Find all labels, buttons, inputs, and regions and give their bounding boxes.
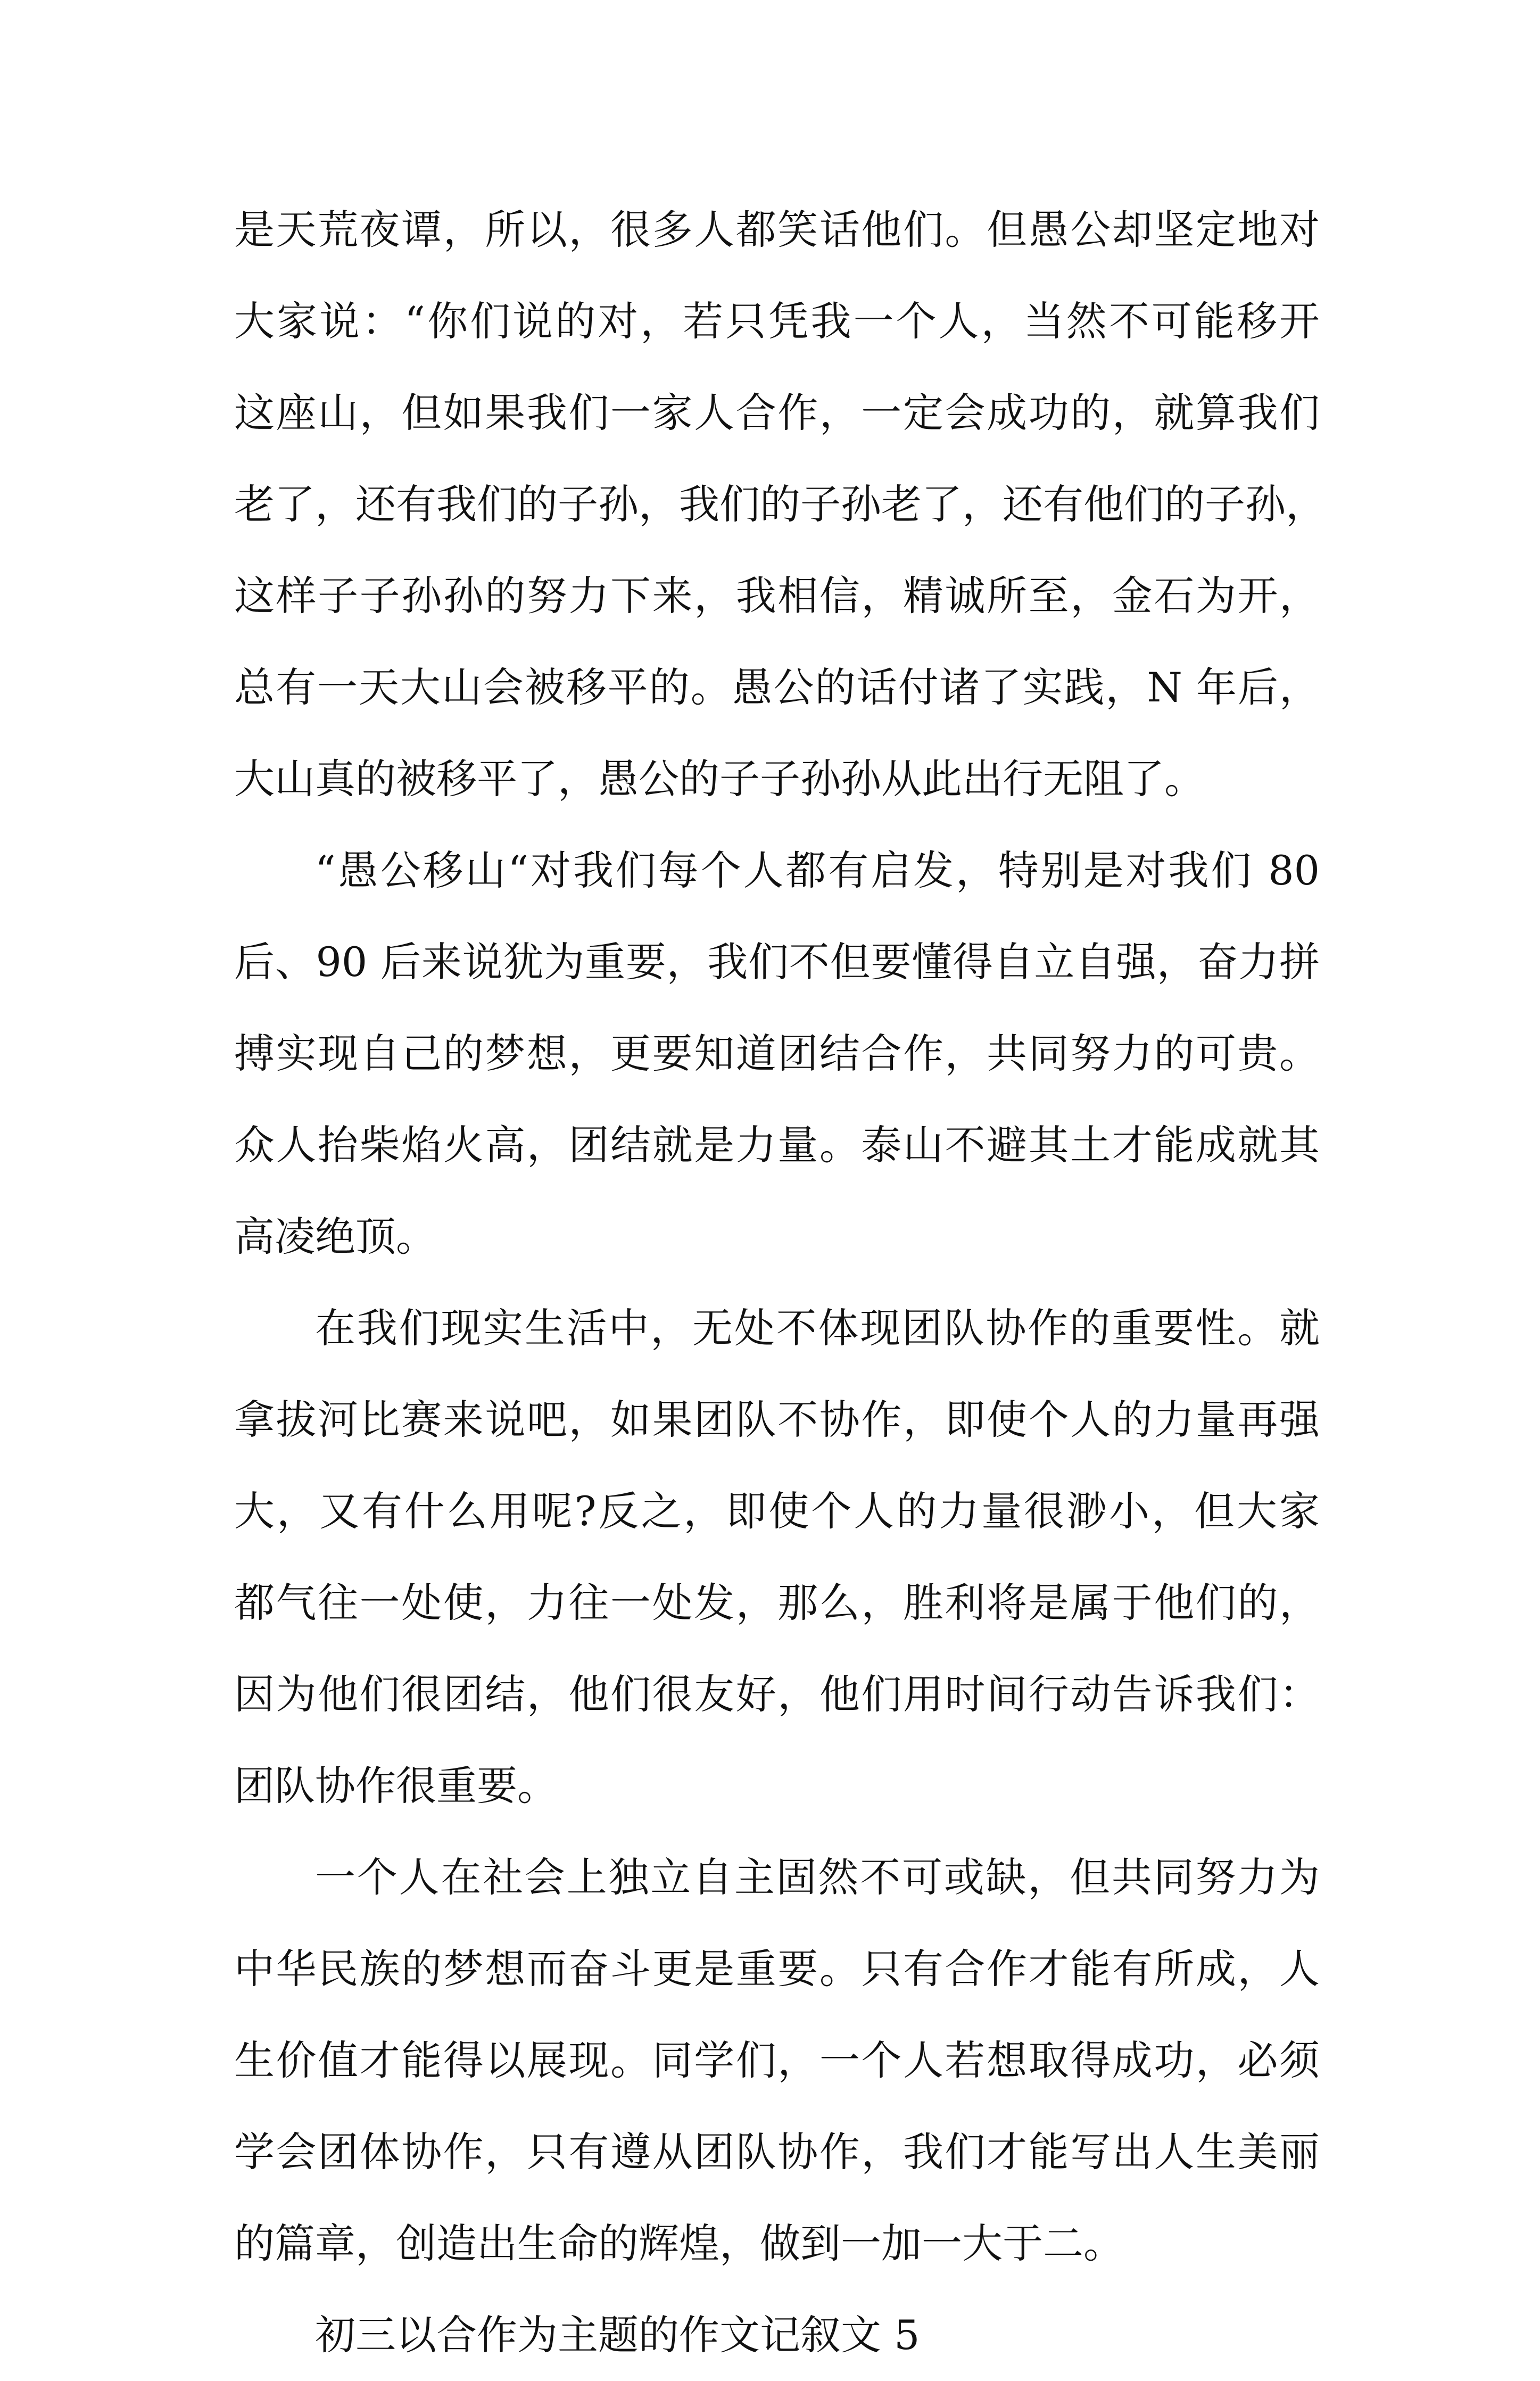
text-line: 大家说：“你们说的对，若只凭我一个人，当然不可能移开 [234, 297, 1320, 345]
paragraph-first-line: 一个人在社会上独立自主固然不可或缺，但共同努力为 [315, 1854, 1320, 1901]
text-line: 众人抬柴焰火高，团结就是力量。泰山不避其土才能成就其 [234, 1121, 1320, 1169]
text-line: 这座山，但如果我们一家人合作，一定会成功的，就算我们 [234, 389, 1320, 436]
text-line: 搏实现自己的梦想，更要知道团结合作，共同努力的可贵。 [234, 1030, 1320, 1077]
section-heading: 初三以合作为主题的作文记叙文 5 [315, 2311, 920, 2359]
text-line: 生价值才能得以展现。同学们，一个人若想取得成功，必须 [234, 2037, 1320, 2084]
text-line: 高凌绝顶。 [234, 1213, 436, 1260]
text-line: 拿拔河比赛来说吧，如果团队不协作，即使个人的力量再强 [234, 1396, 1320, 1443]
text-line: 因为他们很团结，他们很友好，他们用时间行动告诉我们： [234, 1671, 1320, 1718]
paragraph-first-line: “愚公移山“对我们每个人都有启发，特别是对我们 80 [315, 847, 1320, 894]
text-line: 大山真的被移平了，愚公的子子孙孙从此出行无阻了。 [234, 755, 1205, 803]
text-line: 老了，还有我们的子孙，我们的子孙老了，还有他们的子孙， [234, 481, 1326, 528]
essay-text [234, 184, 1326, 2381]
text-line: 团队协作很重要。 [234, 1762, 558, 1809]
text-line: 总有一天大山会被移平的。愚公的话付诸了实践，N 年后， [234, 664, 1320, 711]
text-line: 的篇章，创造出生命的辉煌，做到一加一大于二。 [234, 2220, 1124, 2267]
text-line: 中华民族的梦想而奋斗更是重要。只有合作才能有所成，人 [234, 1945, 1320, 1993]
text-line: 是天荒夜谭，所以，很多人都笑话他们。但愚公却坚定地对 [234, 206, 1320, 253]
text-line: 都气往一处使，力往一处发，那么，胜利将是属于他们的， [234, 1579, 1320, 1626]
text-line: 学会团体协作，只有遵从团队协作，我们才能写出人生美丽 [234, 2128, 1320, 2176]
text-line: 大，又有什么用呢?反之，即使个人的力量很渺小，但大家 [234, 1487, 1320, 1535]
text-line: 后、90 后来说犹为重要，我们不但要懂得自立自强，奋力拼 [234, 938, 1320, 986]
paragraph-first-line: 在我们现实生活中，无处不体现团队协作的重要性。就 [315, 1304, 1320, 1352]
text-line: 这样子子孙孙的努力下来，我相信，精诚所至，金石为开， [234, 572, 1320, 619]
